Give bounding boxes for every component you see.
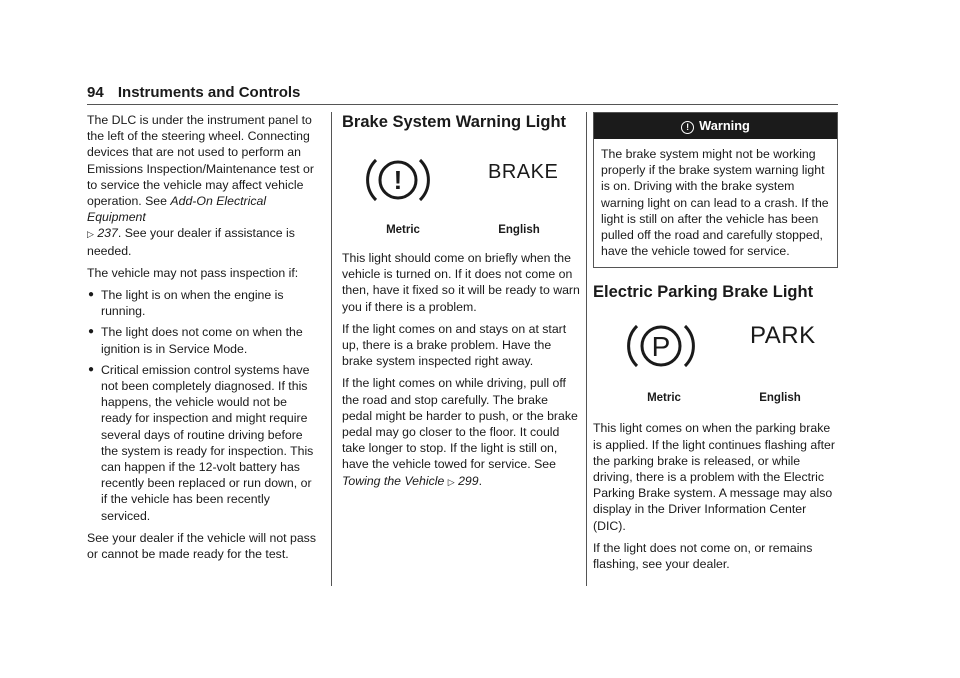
inspection-bullets [87,287,319,524]
page-number: 94 [87,84,104,101]
warning-body [594,139,837,267]
parking-paragraph-2: If the light does not come on, or remains flashing, see your dealer. [593,540,813,572]
xref-add-on-electrical[interactable]: Add-On Electrical Equipment [87,194,267,225]
parking-icons [593,310,838,420]
parking-p-symbol: P [651,331,671,363]
warning-title: Warning [699,118,750,133]
dlc-paragraph [87,112,319,259]
list-item [87,287,319,319]
xref-page-299[interactable]: 299 [458,473,479,488]
bullet-icon: ● [88,363,95,375]
warning-text: The brake system might not be working properly if the brake system warning light is on. Driving with the brake system warning light on can lead to a crash. If the light is still on after the vehicle has been pulled off the road and carefully stopped, have the vehicle towed for service. [601,147,829,259]
brake-p3-tail: . [478,473,483,488]
caption-english: English [498,224,540,236]
bullet-icon: ● [88,289,95,301]
page-header [87,84,837,101]
page-ref-arrow-icon: ▷ [447,476,455,487]
park-word-icon: PARK [750,322,816,350]
parking-paragraph-1: This light comes on when the parking brake is applied. If the light continues flashing after the parking brake is released, or while driving, there is a problem with the Electric Parking Brake system. A message may also display in the Driver Information Center (DIC). [593,421,835,533]
warning-header [594,113,837,139]
page-ref-arrow-icon: ▷ [87,229,94,240]
brake-word-icon: BRAKE [488,161,559,183]
dlc-text: The DLC is under the instrument panel to the left of the steering wheel. Connecting devices that are not used to perform an Emissions Inspection/Maintenance test or to service the vehicle may affect vehicle operation. See [87,113,314,209]
xref-page-237[interactable]: 237 [97,226,118,241]
caption-metric: Metric [386,224,420,236]
brake-paragraph-3 [342,375,580,489]
bullet-icon: ● [88,326,95,338]
section-title: Instruments and Controls [117,84,301,101]
brake-heading: Brake System Warning Light [342,113,567,131]
parking-brake-icon [625,320,697,372]
column-divider-2 [586,112,587,586]
warning-box [593,112,838,268]
column-1 [87,112,319,568]
brake-p3-text: If the light comes on while driving, pull off the road and stop carefully. The brake pedal might be harder to push, or the brake pedal may go closer to the floor. It could take longer to stop. If the light is still on, have the vehicle towed for service. See [342,376,578,472]
column-divider-1 [331,112,332,586]
bullet-text: The light is on when the engine is running. [101,288,284,319]
header-rule [87,104,838,105]
caption-english: English [759,392,801,405]
column-2 [342,112,580,496]
column-3 [593,112,838,578]
caption-metric: Metric [647,392,681,405]
bullet-text: Critical emission control systems have not been completely diagnosed. If this happens, the vehicle would not be ready for inspection and might require several days of routine driving before the system is ready for inspection. This can happen if the 12-volt battery has recently been replaced or run down, or if the vehicle has been recently serviced. [101,362,314,523]
warning-icon: ! [681,121,694,134]
dlc-tail: . See your dealer if assistance is needed. [87,226,295,258]
parking-brake-heading: Electric Parking Brake Light [593,283,814,302]
brake-exclaim-symbol: ! [393,165,403,195]
brake-icons [342,140,580,250]
list-item [87,362,319,524]
inspection-intro: The vehicle may not pass inspection if: [87,265,299,280]
xref-towing-the-vehicle[interactable]: Towing the Vehicle [342,473,445,488]
brake-paragraph-2: If the light comes on and stays on at start up, there is a brake problem. Have the brake system inspected right away. [342,321,567,369]
brake-warning-icon [364,154,432,206]
list-item [87,324,319,356]
bullet-text: The light does not come on when the ignition is in Service Mode. [101,325,303,356]
brake-paragraph-1: This light should come on briefly when the vehicle is turned on. If it does not come on then, have it fixed so it will be ready to warn you if there is a problem. [342,251,580,314]
dealer-paragraph: See your dealer if the vehicle will not pass or cannot be made ready for the test. [87,530,316,562]
